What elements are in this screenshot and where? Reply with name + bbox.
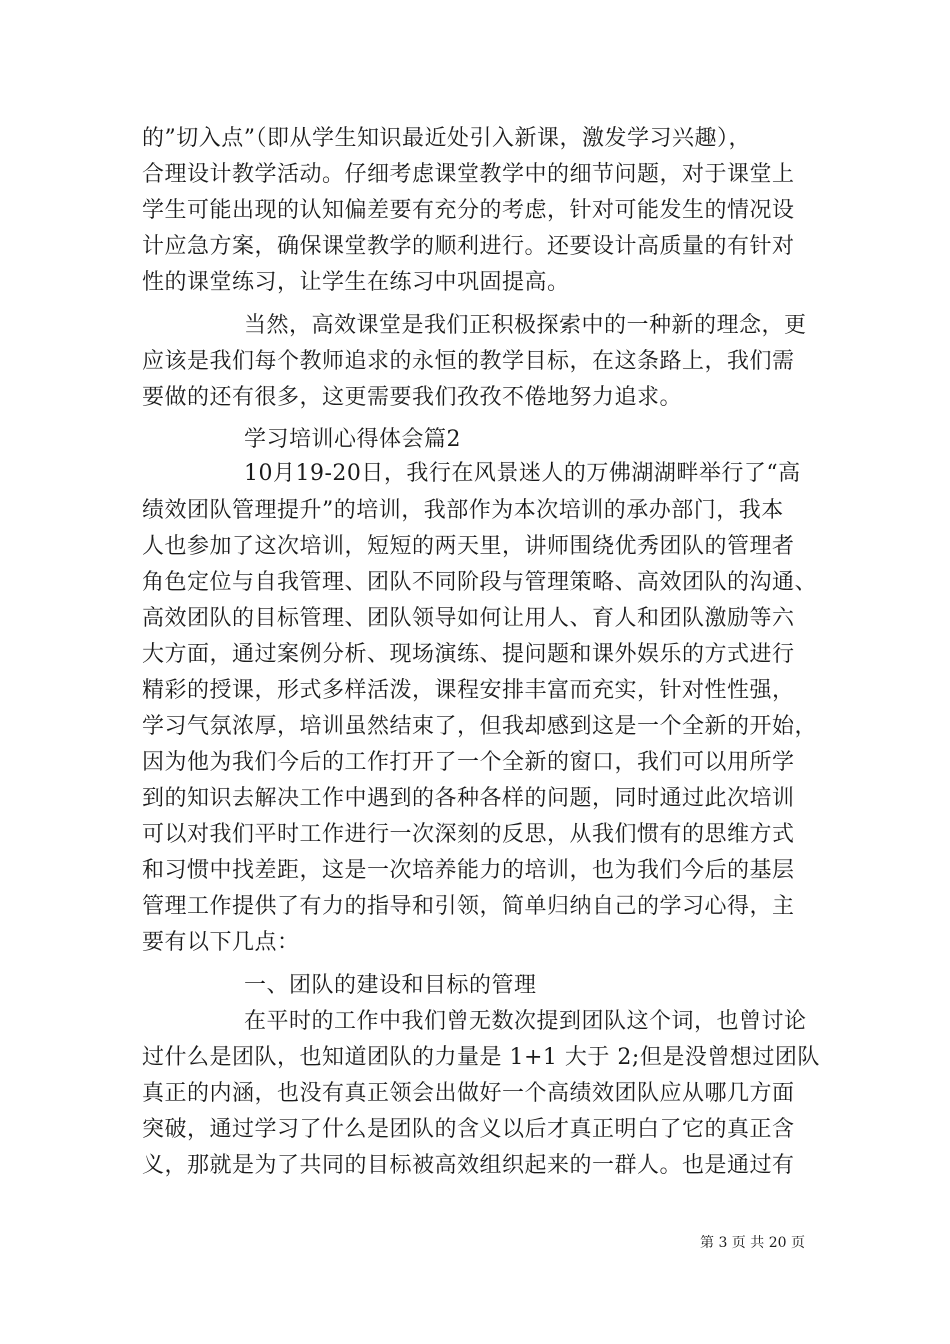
text-line: 绩效团队管理提升”的培训，我部作为本次培训的承办部门，我本 bbox=[142, 498, 784, 523]
text-line: 大方面，通过案例分析、现场演练、提问题和课外娱乐的方式进行 bbox=[142, 642, 795, 667]
text-line: 精彩的授课，形式多样活泼，课程安排丰富而充实，针对性性强， bbox=[142, 678, 795, 703]
text-line: 义，那就是为了共同的目标被高效组织起来的一群人。也是通过有 bbox=[142, 1153, 795, 1178]
text-line: 突破，通过学习了什么是团队的含义以后才真正明白了它的真正含 bbox=[142, 1117, 795, 1142]
paragraph-first-line: 在平时的工作中我们曾无数次提到团队这个词，也曾讨论 bbox=[244, 1009, 807, 1034]
text-line: 管理工作提供了有力的指导和引领，简单归纳自己的学习心得，主 bbox=[142, 894, 795, 919]
text-line: 和习惯中找差距，这是一次培养能力的培训，也为我们今后的基层 bbox=[142, 858, 795, 883]
text-line: 要做的还有很多，这更需要我们孜孜不倦地努力追求。 bbox=[142, 385, 683, 410]
text-line: 性的课堂练习，让学生在练习中巩固提高。 bbox=[142, 270, 570, 295]
paragraph-first-line: 10月19-20日，我行在风景迷人的万佛湖湖畔举行了“高 bbox=[244, 461, 801, 486]
paragraph-first-line: 当然，高效课堂是我们正积极探索中的一种新的理念，更 bbox=[244, 313, 807, 338]
text-line: 过什么是团队，也知道团队的力量是 1+1 大于 2;但是没曾想过团队 bbox=[142, 1045, 820, 1070]
text-line: 学习气氛浓厚，培训虽然结束了，但我却感到这是一个全新的开始， bbox=[142, 714, 818, 739]
section-heading: 学习培训心得体会篇2 bbox=[244, 427, 461, 452]
text-line: 因为他为我们今后的工作打开了一个全新的窗口，我们可以用所学 bbox=[142, 750, 795, 775]
text-line: 角色定位与自我管理、团队不同阶段与管理策略、高效团队的沟通、 bbox=[142, 570, 818, 595]
text-line: 计应急方案，确保课堂教学的顺利进行。还要设计高质量的有针对 bbox=[142, 234, 795, 259]
text-line: 人也参加了这次培训，短短的两天里，讲师围绕优秀团队的管理者 bbox=[142, 534, 795, 559]
text-line: 应该是我们每个教师追求的永恒的教学目标，在这条路上，我们需 bbox=[142, 349, 795, 374]
page-number: 第 3 页 共 20 页 bbox=[700, 1235, 805, 1251]
text-line: 要有以下几点： bbox=[142, 930, 300, 955]
section-heading: 一、团队的建设和目标的管理 bbox=[244, 973, 537, 998]
text-line: 的”切入点”（即从学生知识最近处引入新课，激发学习兴趣）， bbox=[142, 126, 751, 151]
text-line: 可以对我们平时工作进行一次深刻的反思，从我们惯有的思维方式 bbox=[142, 822, 795, 847]
text-line: 到的知识去解决工作中遇到的各种各样的问题，同时通过此次培训 bbox=[142, 786, 795, 811]
text-line: 学生可能出现的认知偏差要有充分的考虑，针对可能发生的情况设 bbox=[142, 198, 795, 223]
text-line: 高效团队的目标管理、团队领导如何让用人、育人和团队激励等六 bbox=[142, 606, 795, 631]
text-line: 合理设计教学活动。仔细考虑课堂教学中的细节问题，对于课堂上 bbox=[142, 162, 795, 187]
text-line: 真正的内涵，也没有真正领会出做好一个高绩效团队应从哪几方面 bbox=[142, 1081, 795, 1106]
